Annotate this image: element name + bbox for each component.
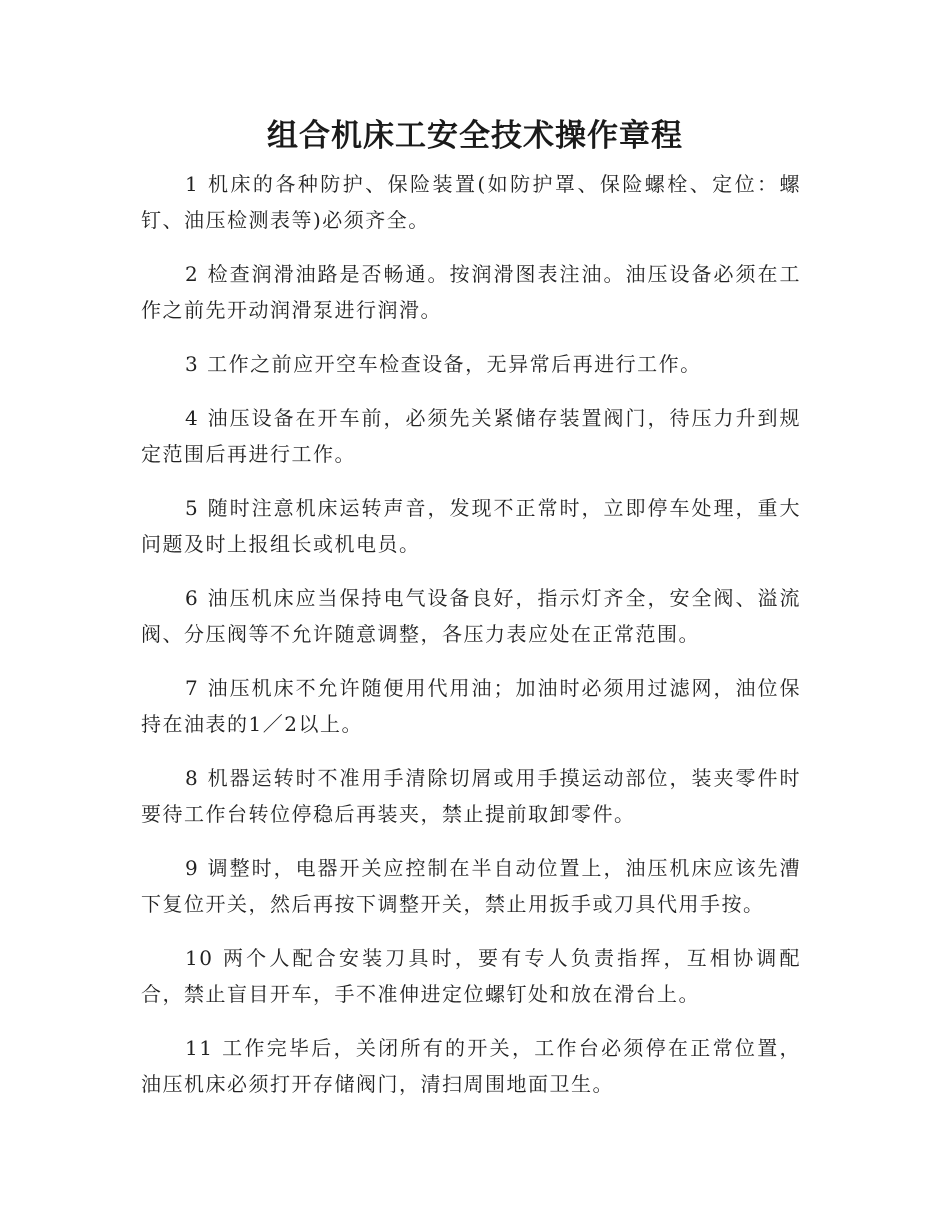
paragraph-2: 2 检查润滑油路是否畅通。按润滑图表注油。油压设备必须在工作之前先开动润滑泵进行润滑。 (141, 262, 801, 322)
paragraph-3: 3 工作之前应开空车检查设备，无异常后再进行工作。 (185, 352, 702, 376)
paragraph-8: 8 机器运转时不准用手清除切屑或用手摸运动部位，装夹零件时要待工作台转位停稳后再装夹，禁止提前取卸零件。 (141, 766, 801, 826)
document-title: 组合机床工安全技术操作章程 (267, 118, 683, 154)
paragraph-4: 4 油压设备在开车前，必须先关紧储存装置阀门，待压力升到规定范围后再进行工作。 (141, 406, 801, 466)
paragraph-6: 6 油压机床应当保持电气设备良好，指示灯齐全，安全阀、溢流阀、分压阀等不允许随意调整，各压力表应处在正常范围。 (141, 586, 801, 646)
paragraph-7: 7 油压机床不允许随便用代用油；加油时必须用过滤网，油位保持在油表的1／2以上。 (141, 676, 801, 736)
paragraph-10: 10 两个人配合安装刀具时，要有专人负责指挥，互相协调配合，禁止盲目开车，手不准伸进定位螺钉处和放在滑台上。 (141, 946, 801, 1006)
paragraph-1: 1 机床的各种防护、保险装置(如防护罩、保险螺栓、定位：螺钉、油压检测表等)必须齐全。 (141, 172, 801, 232)
document-body (141, 166, 801, 1120)
paragraph-5: 5 随时注意机床运转声音，发现不正常时，立即停车处理，重大问题及时上报组长或机电员。 (141, 496, 801, 556)
paragraph-11: 11 工作完毕后，关闭所有的开关，工作台必须停在正常位置，油压机床必须打开存储阀门，清扫周围地面卫生。 (141, 1036, 801, 1096)
paragraph-9: 9 调整时，电器开关应控制在半自动位置上，油压机床应该先漕下复位开关，然后再按下调整开关，禁止用扳手或刀具代用手按。 (141, 856, 801, 916)
